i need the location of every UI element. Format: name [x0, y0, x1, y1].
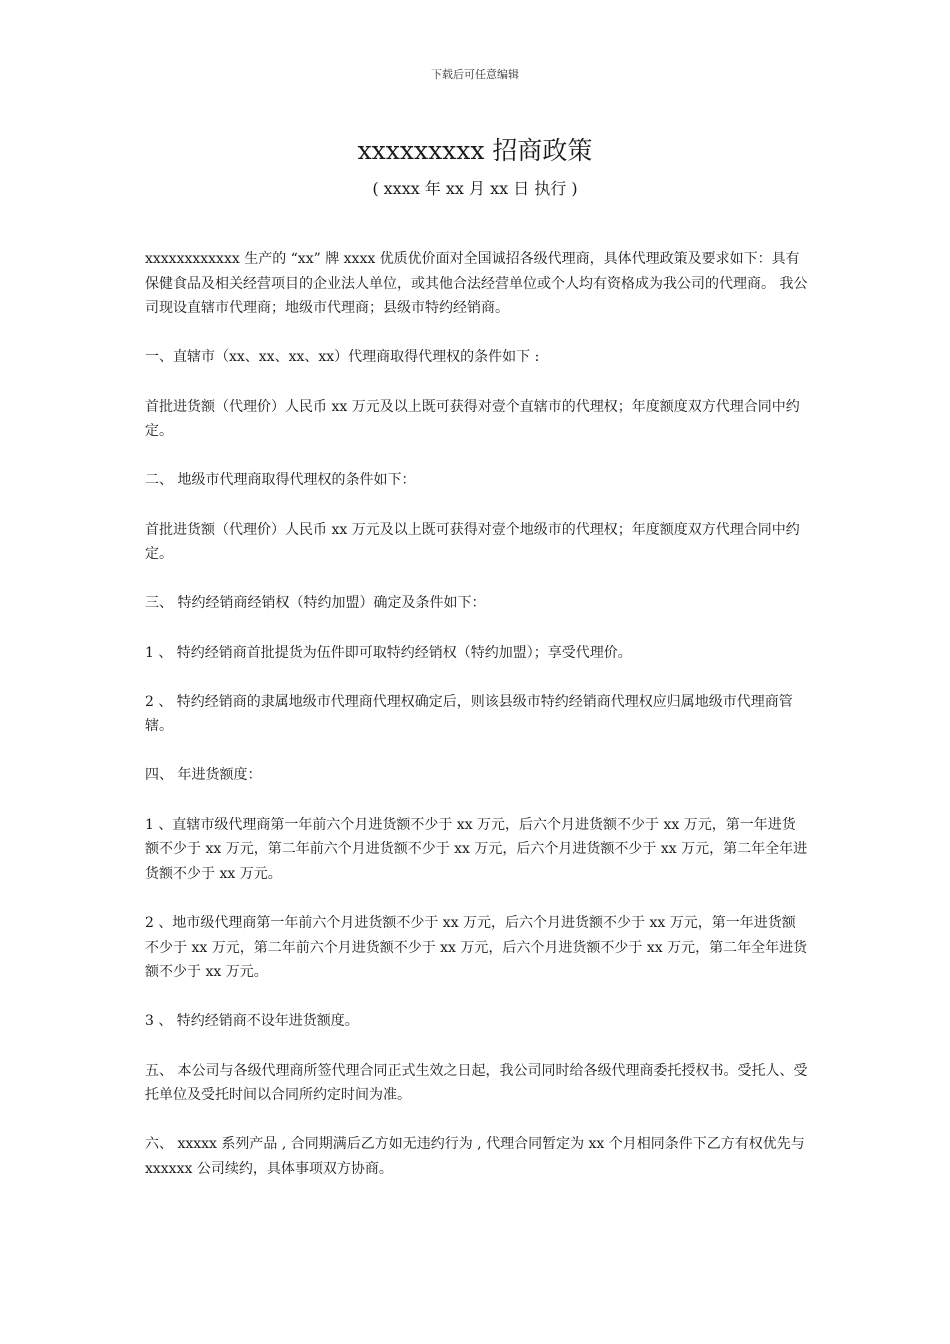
list-item: 3 、 特约经销商不设年进货额度。: [145, 1013, 359, 1030]
list-item: 1 、直辖市级代理商第一年前六个月进货额不少于 xx 万元，后六个月进货额不少于 xx 万元，第一年进货额不少于 xx 万元，第二年前六个月进货额不少于 xx 万元，后六个月进货额不少于 xx 万元，第二年全年进货额不少于 xx 万元。: [145, 816, 808, 882]
list-item: 2 、 特约经销商的隶属地级市代理商代理权确定后，则该县级市特约经销商代理权应归属地级市代理商管辖。: [145, 693, 793, 735]
document-body: [145, 247, 809, 1206]
intro-paragraph: xxxxxxxxxxxx 生产的 “xx” 牌 xxxx 优质优价面对全国诚招各级代理商，具体代理政策及要求如下：具有保健食品及相关经营项目的企业法人单位，或其他合法经营单位或个人均有资格成为我公司的代理商。 我公司现设直辖市代理商；地级市代理商；县级市特约经销商。: [145, 251, 808, 317]
section-heading: 一、直辖市（xx、xx、xx、xx）代理商取得代理权的条件如下 :: [145, 349, 540, 366]
document-title: xxxxxxxxx 招商政策: [357, 136, 593, 165]
section-heading: 三、 特约经销商经销权（特约加盟）确定及条件如下：: [145, 595, 486, 612]
section-heading: 四、 年进货额度：: [145, 767, 262, 784]
list-item: 2 、地市级代理商第一年前六个月进货额不少于 xx 万元，后六个月进货额不少于 xx 万元，第一年进货额不少于 xx 万元，第二年前六个月进货额不少于 xx 万元，后六个月进货额不少于 xx 万元，第二年全年进货额不少于 xx 万元。: [145, 915, 808, 981]
document-subtitle: ( xxxx 年 xx 月 xx 日 执行 ): [372, 179, 578, 198]
paragraph: 首批进货额（代理价）人民币 xx 万元及以上既可获得对壹个直辖市的代理权；年度额度双方代理合同中约定。: [145, 398, 800, 440]
section-heading: 二、 地级市代理商取得代理权的条件如下：: [145, 472, 416, 489]
header-note: 下载后可任意编辑: [431, 68, 519, 81]
section-paragraph: 六、 xxxxx 系列产品 , 合同期满后乙方如无违约行为 , 代理合同暂定为 xx 个月相同条件下乙方有权优先与 xxxxxx 公司续约，具体事项双方协商。: [145, 1136, 805, 1177]
list-item: 1 、 特约经销商首批提货为伍件即可取特约经销权（特约加盟）；享受代理价。: [145, 644, 632, 661]
section-paragraph: 五、 本公司与各级代理商所签代理合同正式生效之日起，我公司同时给各级代理商委托授权书。受托人、受托单位及受托时间以合同所约定时间为准。: [145, 1062, 808, 1104]
paragraph: 首批进货额（代理价）人民币 xx 万元及以上既可获得对壹个地级市的代理权；年度额度双方代理合同中约定。: [145, 521, 800, 563]
